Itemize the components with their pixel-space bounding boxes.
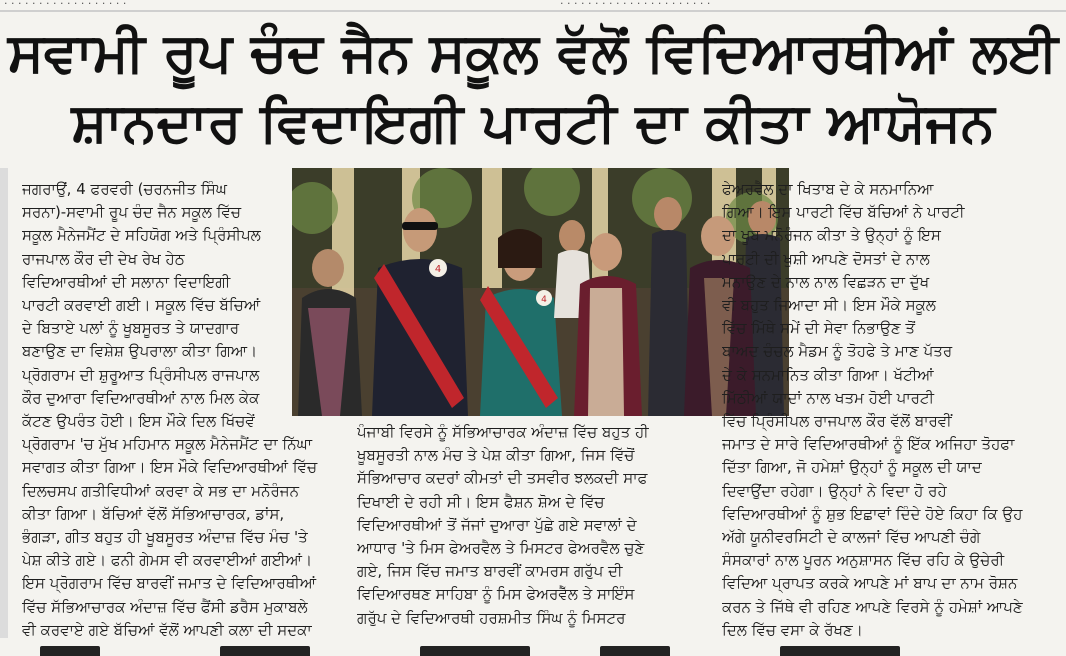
- article-line: ਬਣਾਉਣ ਦਾ ਵਿਸ਼ੇਸ਼ ਉਪਰਾਲਾ ਕੀਤਾ ਗਿਆ।: [22, 342, 258, 361]
- article-line: ਗਿਆ। ਇਸ ਪਾਰਟੀ ਵਿੱਚ ਬੱਚਿਆਂ ਨੇ ਪਾਰਟੀ: [722, 203, 965, 222]
- article-line: ਕਰਨ ਤੇ ਜਿੱਥੇ ਵੀ ਰਹਿਣ ਆਪਣੇ ਵਿਰਸੇ ਨੂੰ ਹਮੇਸ਼ਾਂ ਆਪਣੇ: [722, 597, 1023, 616]
- article-line: ਸੰਸਕਾਰਾਂ ਨਾਲ ਪੂਰਨ ਅਨੁਸ਼ਾਸਨ ਵਿੱਚ ਰਹਿ ਕੇ ਉਚੇਰੀ: [722, 551, 1005, 570]
- adjacent-column-edge: [0, 168, 8, 638]
- article-line: ਵਿਦਿਆਰਥੀਆਂ ਨੂੰ ਸ਼ੁਭ ਇਛਾਵਾਂ ਦਿੰਦੇ ਹੋਏ ਕਿਹਾ ਕਿ ਉਹ: [722, 504, 1023, 523]
- article-line: ਦੇ ਕੇ ਸਨਮਾਨਿਤ ਕੀਤਾ ਗਿਆ। ਖੱਟੀਆਂ: [722, 365, 934, 384]
- article-line: ਵਿਦਿਆਰਥਣ ਸਾਹਿਬਾ ਨੂੰ ਮਿਸ ਫੇਅਰਵੈੱਲ ਤੇ ਸਾਇੰਸ: [357, 585, 635, 604]
- article-line: ਗਏ, ਜਿਸ ਵਿੱਚ ਜਮਾਤ ਬਾਰਵੀਂ ਕਾਮਰਸ ਗਰੁੱਪ ਦੀ: [357, 562, 623, 581]
- event-photo: [292, 168, 789, 416]
- article-line: ਦਿੱਤਾ ਗਿਆ, ਜੋ ਹਮੇਸ਼ਾਂ ਉਨ੍ਹਾਂ ਨੂੰ ਸਕੂਲ ਦੀ ਯਾਦ: [722, 458, 982, 477]
- article-line: ਪੇਸ਼ ਕੀਤੇ ਗਏ। ਫਨੀ ਗੇਮਸ ਵੀ ਕਰਵਾਈਆਂ ਗਈਆਂ।: [22, 551, 313, 570]
- article-line: ਪਾਰਟੀ ਦੀ ਖੁਸ਼ੀ ਆਪਣੇ ਦੋਸਤਾਂ ਦੇ ਨਾਲ: [722, 249, 930, 268]
- article-line: ਰਾਜਪਾਲ ਕੌਰ ਦੀ ਦੇਖ ਰੇਖ ਹੇਠ: [22, 249, 185, 268]
- article-line: ਆਧਾਰ 'ਤੇ ਮਿਸ ਫੇਅਰਵੈਲ ਤੇ ਮਿਸਟਰ ਫੇਅਰਵੈਲ ਚੁਣੇ: [357, 539, 645, 558]
- article-line: ਪਾਰਟੀ ਕਰਵਾਈ ਗਈ। ਸਕੂਲ ਵਿੱਚ ਬੱਚਿਆਂ: [22, 296, 261, 315]
- article-line: ਵਿਦਿਆਰਥੀਆਂ ਦੀ ਸਲਾਨਾ ਵਿਦਾਇਗੀ: [22, 272, 231, 291]
- article-line: ਵਿੱਚ ਸੱਭਿਆਚਾਰਕ ਅੰਦਾਜ਼ ਵਿੱਚ ਫੈਂਸੀ ਡਰੈਸ ਮੁਕਾਬਲੇ: [22, 597, 308, 616]
- article-line: ਫੇਅਰਵੈਲ ਦਾ ਖਿਤਾਬ ਦੇ ਕੇ ਸਨਮਾਨਿਆ: [722, 180, 934, 198]
- article-line: ਪ੍ਰੋਗਰਾਮ 'ਚ ਮੁੱਖ ਮਹਿਮਾਨ ਸਕੂਲ ਮੈਨੇਜਮੈਂਟ ਦਾ ਨਿੱਘਾ: [22, 435, 313, 454]
- next-article-cut-headline: [0, 640, 1066, 656]
- article-line: ਦਾ ਖੂਬ ਮਨੋਰੰਜਨ ਕੀਤਾ ਤੇ ਉਨ੍ਹਾਂ ਨੂੰ ਇਸ: [722, 226, 941, 245]
- article-line: ਵਿਦਿਆ ਪ੍ਰਾਪਤ ਕਰਕੇ ਆਪਣੇ ਮਾਂ ਬਾਪ ਦਾ ਨਾਮ ਰੋਸ਼ਨ: [722, 574, 1018, 593]
- article-column-2: [357, 421, 710, 630]
- article-line: ਮਿੱਠੀਆਂ ਯਾਦਾਂ ਨਾਲ ਖਤਮ ਹੋਈ ਪਾਰਟੀ: [722, 388, 935, 407]
- article-line: ਭੰਗੜਾ, ਗੀਤ ਬਹੁਤ ਹੀ ਖੂਬਸੂਰਤ ਅੰਦਾਜ਼ ਵਿੱਚ ਮੰਚ 'ਤੇ: [22, 528, 308, 547]
- article-line: ਦੇ ਬਿਤਾਏ ਪਲਾਂ ਨੂੰ ਖੂਬਸੂਰਤ ਤੇ ਯਾਦਗਾਰ: [22, 319, 240, 338]
- article-line: ਵੀ ਕਰਵਾਏ ਗਏ ਬੱਚਿਆਂ ਵੱਲੋਂ ਆਪਣੀ ਕਲਾ ਦੀ ਸਦਕਾ: [22, 620, 312, 639]
- article-line: ਅੱਗੇ ਯੂਨੀਵਰਸਿਟੀ ਦੇ ਕਾਲਜਾਂ ਵਿੱਚ ਆਪਣੀ ਚੰਗੇ: [722, 528, 981, 547]
- article-line: ਸੱਭਿਆਚਾਰ ਕਦਰਾਂ ਕੀਮਤਾਂ ਦੀ ਤਸਵੀਰ ਝਲਕਦੀ ਸਾਫ: [357, 469, 648, 488]
- article-line: ਦਿਖਾਈ ਦੇ ਰਹੀ ਸੀ। ਇਸ ਫੈਸ਼ਨ ਸ਼ੋਅ ਦੇ ਵਿੱਚ: [357, 492, 605, 511]
- article-line: ਸਰਨਾ)-ਸਵਾਮੀ ਰੂਪ ਚੰਦ ਜੈਨ ਸਕੂਲ ਵਿੱਚ: [22, 203, 241, 222]
- article-line: ਪ੍ਰੋਗਰਾਮ ਦੀ ਸ਼ੁਰੂਆਤ ਪ੍ਰਿੰਸੀਪਲ ਰਾਜਪਾਲ: [22, 365, 260, 384]
- top-rule: [0, 10, 1066, 12]
- article-line: ਇਸ ਪ੍ਰੋਗਰਾਮ ਵਿੱਚ ਬਾਰਵੀਂ ਜਮਾਤ ਦੇ ਵਿਦਿਆਰਥੀਆਂ: [22, 574, 317, 593]
- article-line: ਵਿੱਚ ਮਿੱਥੇ ਸਮੇਂ ਦੀ ਸੇਵਾ ਨਿਭਾਉਣ ਤੋਂ: [722, 319, 916, 338]
- article-line: ਮਨਾਉਣ ਦੇ ਨਾਲ ਨਾਲ ਵਿਛੜਨ ਦਾ ਦੁੱਖ: [722, 272, 930, 291]
- article-line: ਵਿੱਚ ਪ੍ਰਿੰਸੀਪਲ ਰਾਜਪਾਲ ਕੌਰ ਵੱਲੋਂ ਬਾਰਵੀਂ: [722, 412, 952, 431]
- article-line: ਕੀਤਾ ਗਿਆ। ਬੱਚਿਆਂ ਵੱਲੋਂ ਸੱਭਿਆਚਾਰਕ, ਡਾਂਸ,: [22, 504, 285, 523]
- article-line: ਸਵਾਗਤ ਕੀਤਾ ਗਿਆ। ਇਸ ਮੌਕੇ ਵਿਦਿਆਰਥੀਆਂ ਵਿੱਚ: [22, 458, 318, 477]
- article-column-3: [722, 178, 1052, 642]
- headline-line-1: ਸਵਾਮੀ ਰੂਪ ਚੰਦ ਜੈਨ ਸਕੂਲ ਵੱਲੋਂ ਵਿਦਿਆਰਥੀਆਂ ਲਈ: [7, 21, 1059, 84]
- article-line: ਵੀ ਬਹੁਤ ਜਿਆਦਾ ਸੀ। ਇਸ ਮੌਕੇ ਸਕੂਲ: [722, 296, 936, 315]
- event-photo-illustration: [292, 168, 789, 416]
- article-line: ਖੂਬਸੂਰਤੀ ਨਾਲ ਮੰਚ ਤੇ ਪੇਸ਼ ਕੀਤਾ ਗਿਆ, ਜਿਸ ਵਿੱਚੋਂ: [357, 446, 635, 465]
- badge-number: 4: [434, 264, 442, 275]
- article-line: ਗਰੁੱਪ ਦੇ ਵਿਦਿਆਰਥੀ ਹਰਸ਼ਮੀਤ ਸਿੰਘ ਨੂੰ ਮਿਸਟਰ: [357, 608, 626, 627]
- article-line: ਜਗਰਾਉਂ, 4 ਫਰਵਰੀ (ਚਰਨਜੀਤ ਸਿੰਘ: [22, 180, 227, 198]
- article-line: ਪੰਜਾਬੀ ਵਿਰਸੇ ਨੂੰ ਸੱਭਿਆਚਾਰਕ ਅੰਦਾਜ਼ ਵਿੱਚ ਬਹੁਤ ਹੀ: [357, 423, 649, 441]
- previous-article-cut-text: . . . . . . . . . . . . . . . . . . . . . . . . . . . . . . . . . . . . . . . .: [4, 0, 711, 7]
- article-line: ਵਿਦਿਆਰਥੀਆਂ ਤੋਂ ਜੱਜਾਂ ਦੁਆਰਾ ਪੁੱਛੇ ਗਏ ਸਵਾਲਾਂ ਦੇ: [357, 515, 637, 534]
- article-line: ਸਕੂਲ ਮੈਨੇਜਮੈਂਟ ਦੇ ਸਹਿਯੋਗ ਅਤੇ ਪ੍ਰਿੰਸੀਪਲ: [22, 226, 261, 245]
- badge-number: 4: [541, 295, 547, 305]
- article-line: ਦਿਲ ਵਿੱਚ ਵਸਾ ਕੇ ਰੱਖਣ।: [722, 620, 863, 639]
- article-line: ਦਿਵਾਉਂਦਾ ਰਹੇਗਾ। ਉਨ੍ਹਾਂ ਨੇ ਵਿਦਾ ਹੋ ਰਹੇ: [722, 481, 947, 500]
- article-line: ਜਮਾਤ ਦੇ ਸਾਰੇ ਵਿਦਿਆਰਥੀਆਂ ਨੂੰ ਇੱਕ ਅਜਿਹਾ ਤੋਹਫਾ: [722, 435, 1015, 454]
- headline-line-2: ਸ਼ਾਨਦਾਰ ਵਿਦਾਇਗੀ ਪਾਰਟੀ ਦਾ ਕੀਤਾ ਆਯੋਜਨ: [71, 91, 995, 154]
- article-line: ਬਾਅਦ ਚੰਚਲ ਮੈਡਮ ਨੂੰ ਤੋਹਫੇ ਤੇ ਮਾਣ ਪੱਤਰ: [722, 342, 953, 361]
- article-line: ਕੱਟਣ ਉਪਰੰਤ ਹੋਈ। ਇਸ ਮੌਕੇ ਦਿਲ ਖਿੱਚਵੇਂ: [22, 412, 255, 431]
- article-line: ਕੌਰ ਦੁਆਰਾ ਵਿਦਿਆਰਥੀਆਂ ਨਾਲ ਮਿਲ ਕੇਕ: [22, 388, 260, 407]
- article-line: ਦਿਲਚਸਪ ਗਤੀਵਿਧੀਆਂ ਕਰਵਾ ਕੇ ਸਭ ਦਾ ਮਨੋਰੰਜਨ: [22, 481, 299, 500]
